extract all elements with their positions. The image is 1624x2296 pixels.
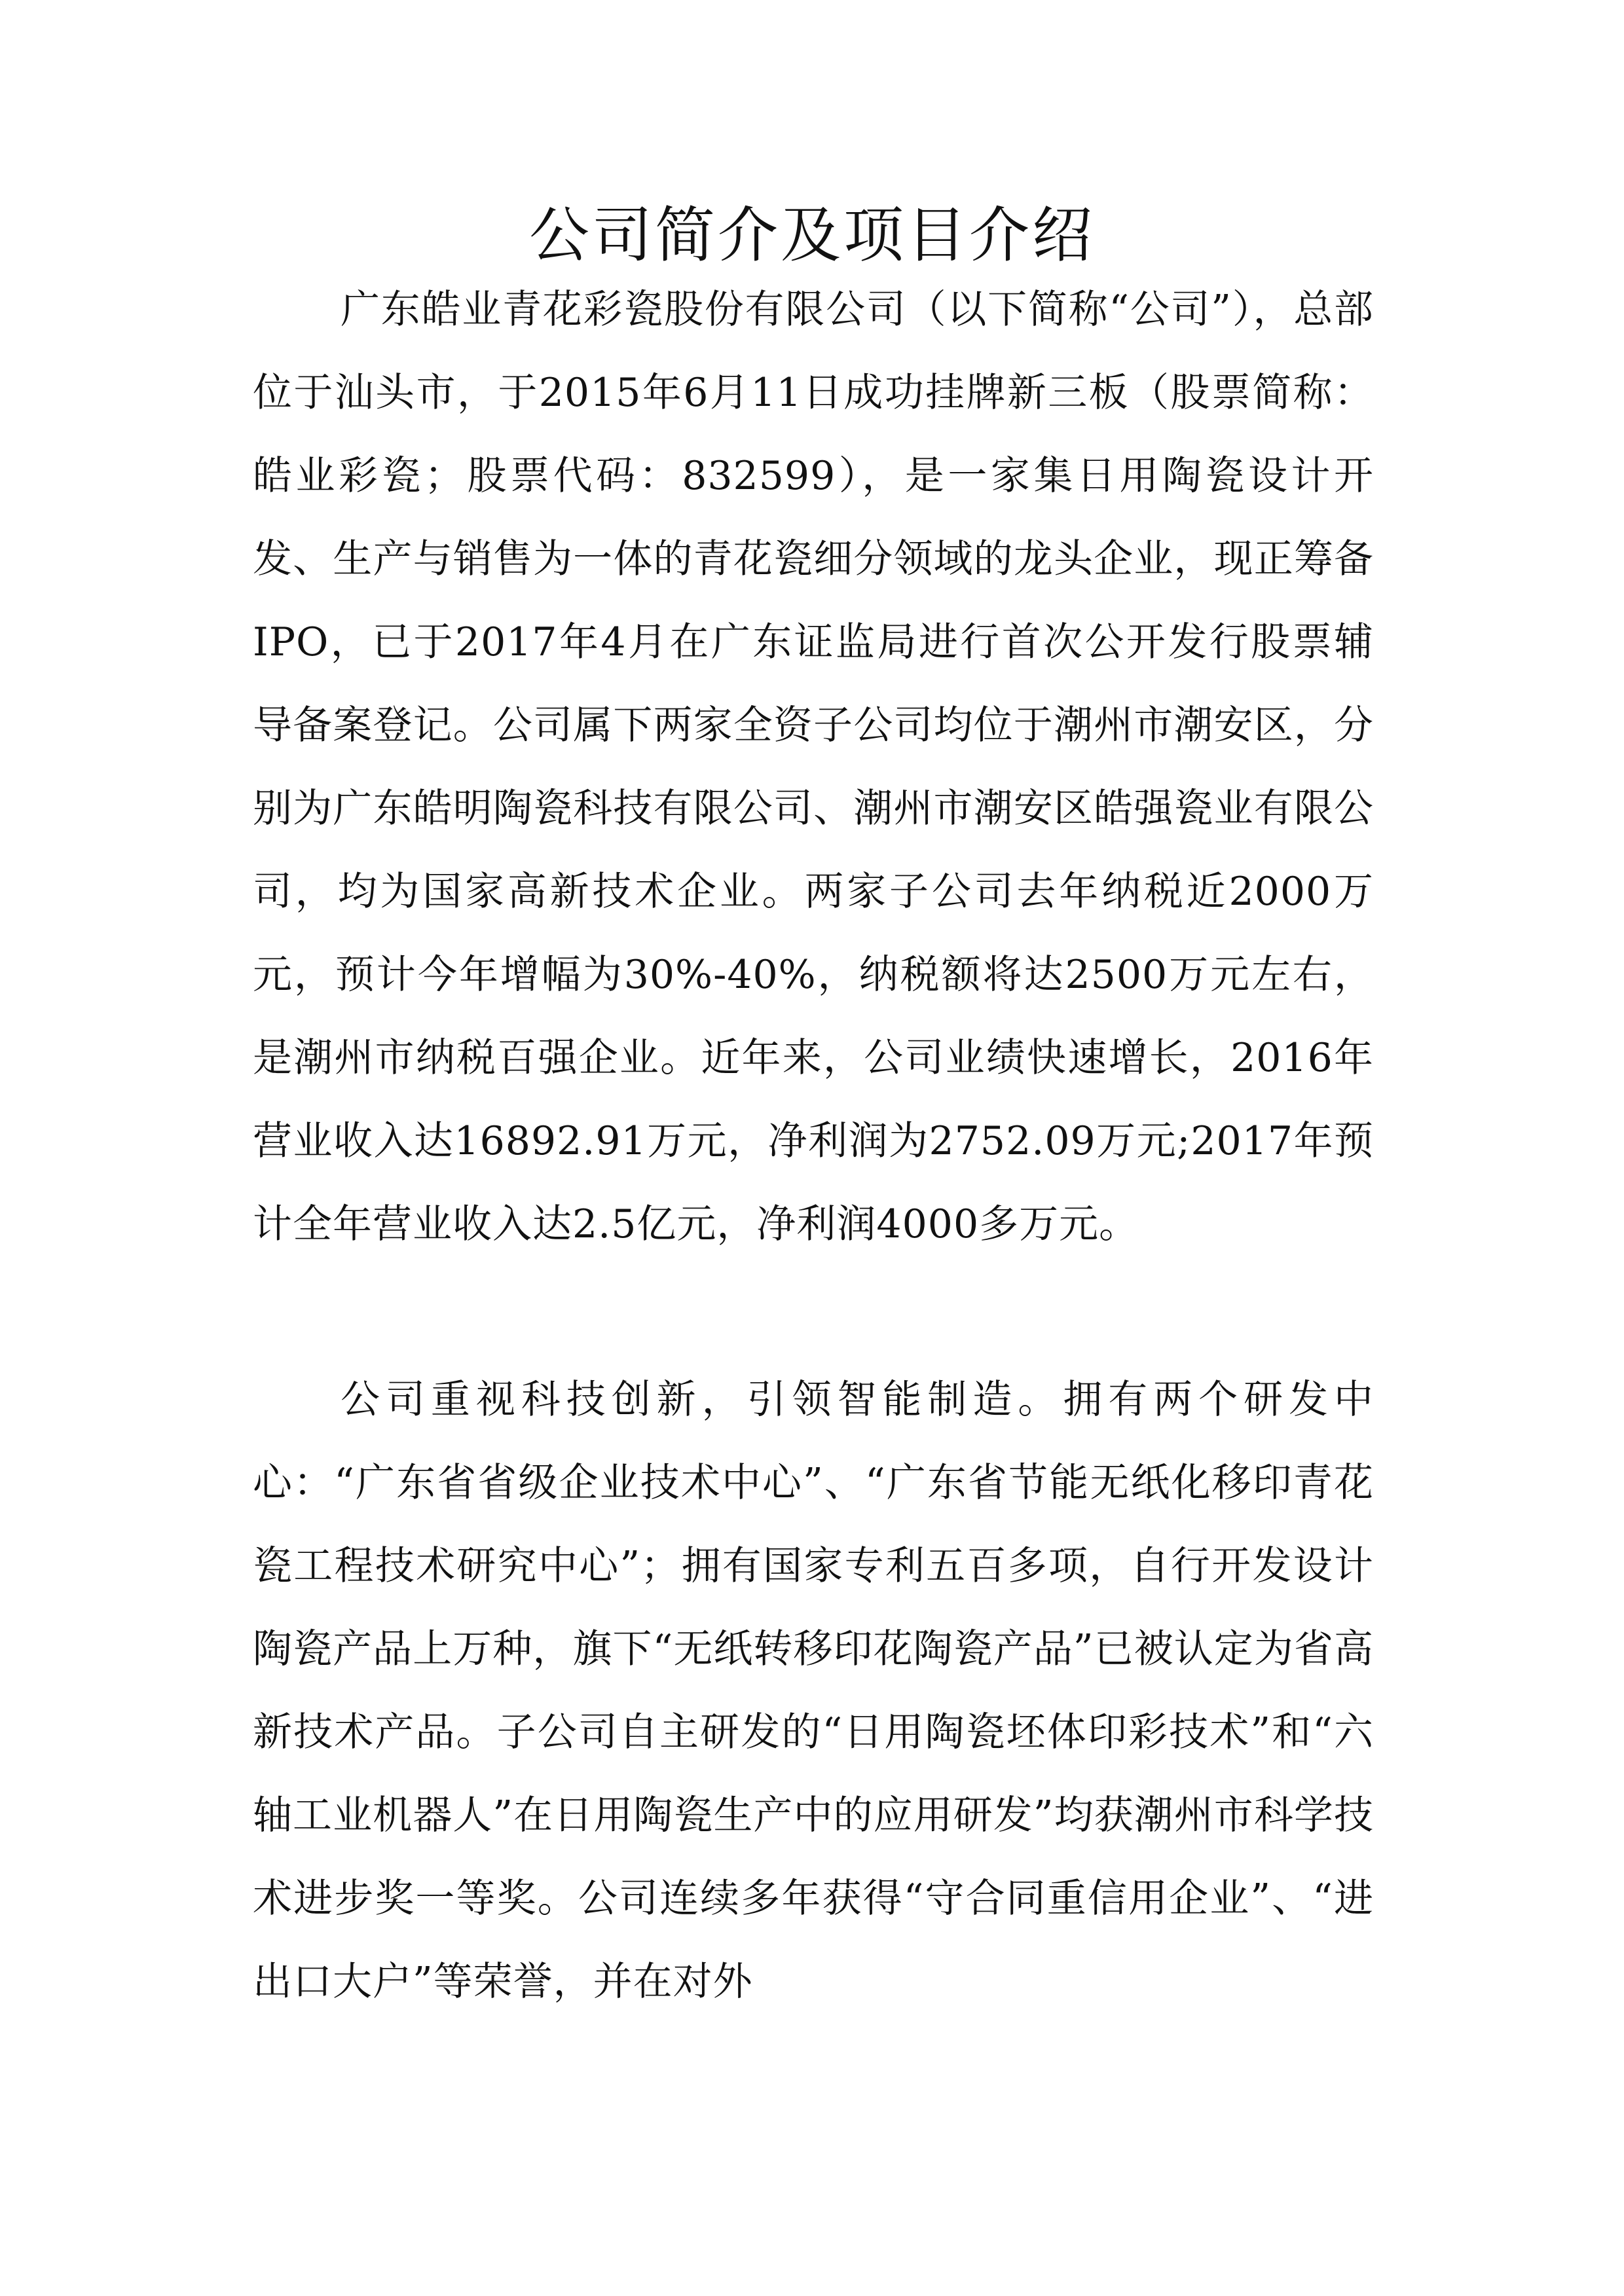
- paragraph-company-overview: 广东皓业青花彩瓷股份有限公司（以下简称“公司”），总部位于汕头市，于2015年6月11日成功挂牌新三板（股票简称：皓业彩瓷；股票代码：832599），是一家集日用陶瓷设计开发、生产与销售为一体的青花瓷细分领域的龙头企业，现正筹备IPO，已于2017年4月在广东证监局进行首次公开发行股票辅导备案登记。公司属下两家全资子公司均位于潮州市潮安区，分别为广东皓明陶瓷科技有限公司、潮州市潮安区皓强瓷业有限公司，均为国家高新技术企业。两家子公司去年纳税近2000万元，预计今年增幅为30%-40%，纳税额将达2500万元左右，是潮州市纳税百强企业。近年来，公司业绩快速增长，2016年营业收入达16892.91万元，净利润为2752.09万元;2017年预计全年营业收入达2.5亿元，净利润4000多万元。: [253, 287, 1374, 1247]
- document-title: 公司简介及项目介绍: [528, 200, 1095, 270]
- paragraph-technology-innovation: 公司重视科技创新，引领智能制造。拥有两个研发中心：“广东省省级企业技术中心”、“广东省节能无纸化移印青花瓷工程技术研究中心”；拥有国家专利五百多项，自行开发设计陶瓷产品上万种，旗下“无纸转移印花陶瓷产品”已被认定为省高新技术产品。子公司自主研发的“日用陶瓷坯体印彩技术”和“六轴工业机器人”在日用陶瓷生产中的应用研发”均获潮州市科学技术进步奖一等奖。公司连续多年获得“守合同重信用企业”、“进出口大户”等荣誉，并在对外: [253, 1377, 1374, 2005]
